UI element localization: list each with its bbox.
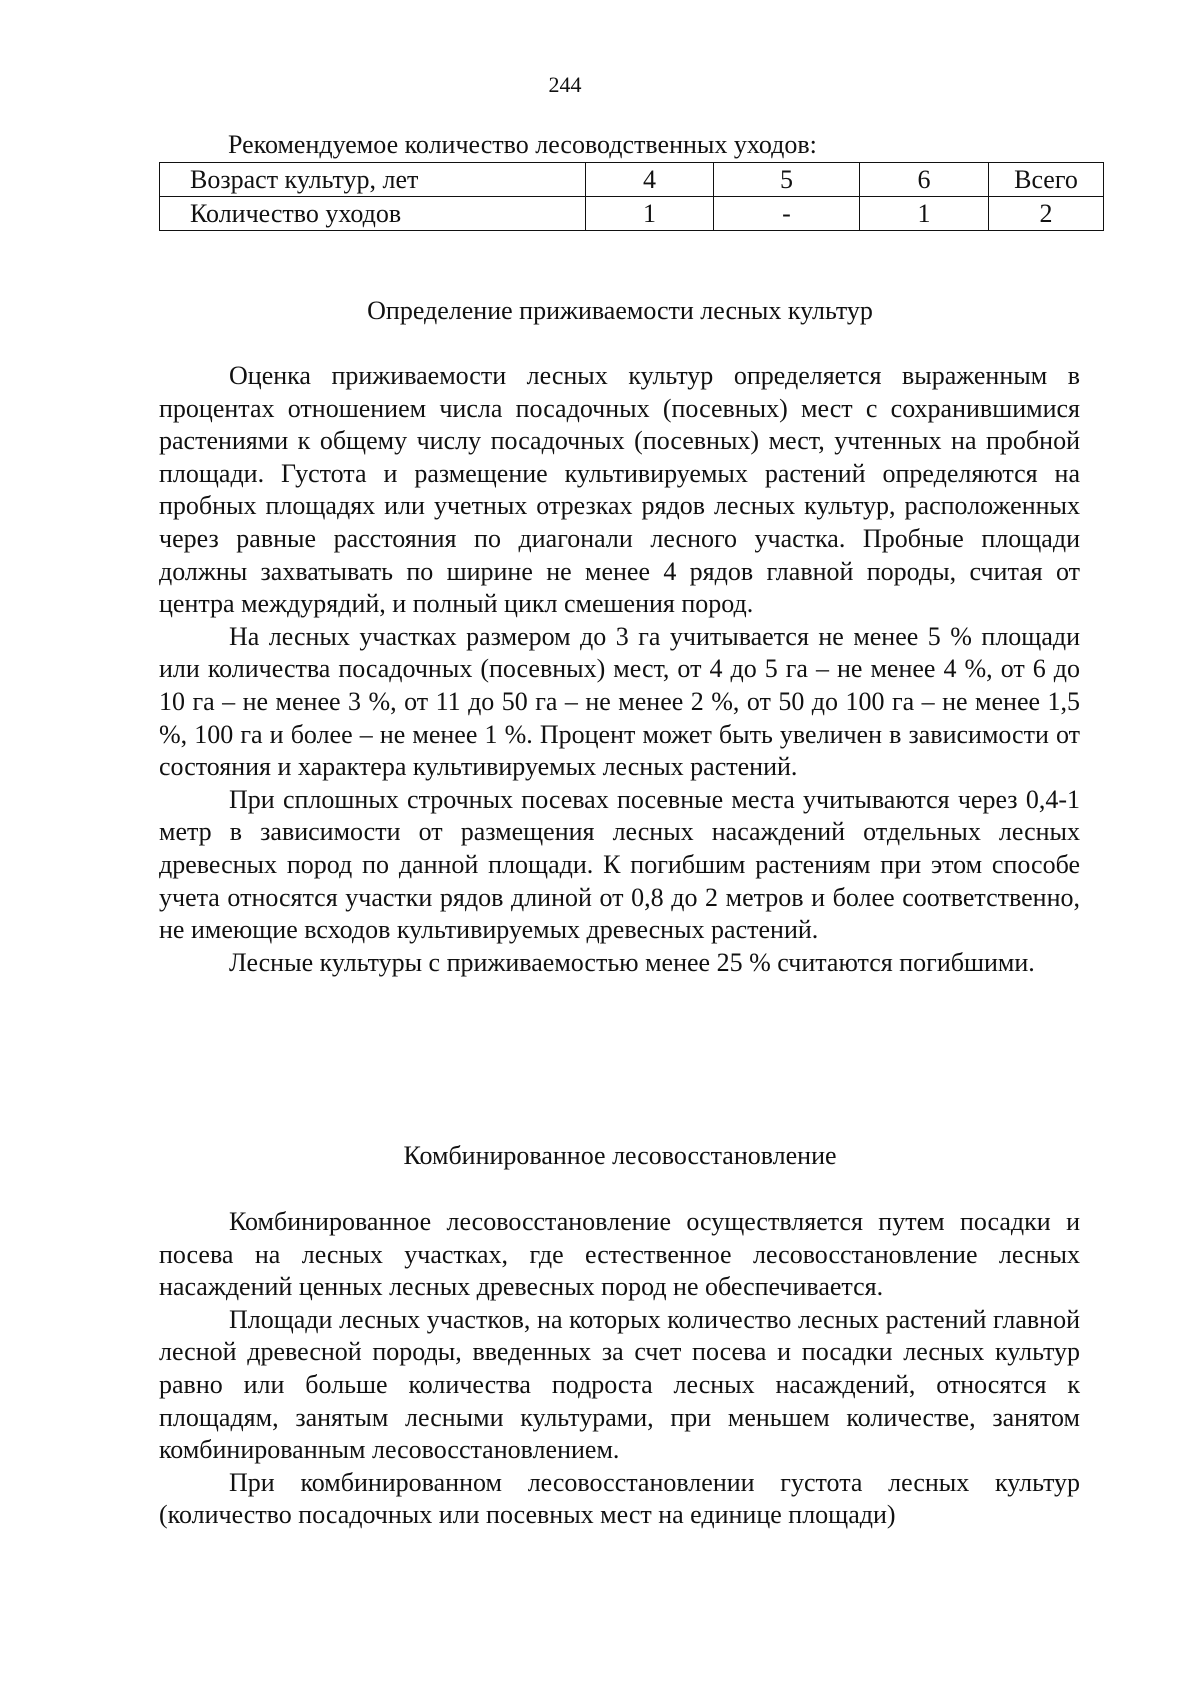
page-number: 244 <box>548 72 582 97</box>
table-cell: 1 <box>860 197 989 231</box>
table-cell: 1 <box>586 197 714 231</box>
paragraph: На лесных участках размером до 3 га учитывается не менее 5 % площади или количества посадочных (посевных) мест, от 4 до 5 га – не менее 4 %, от 6 до 10 га – не менее 3 %, от 11 до 50 га – не менее 2 %, от 50 до 100 га – не менее 1,5 %, 100 га и более – не менее 1 %. Процент может быть увеличен в зависимости от состояния и характера культивируемых лесных растений. <box>159 621 1080 782</box>
paragraph: При сплошных строчных посевах посевные места учитываются через 0,4-1 метр в зависимости от размещения лесных насаждений отдельных лесных древесных пород по данной площади. К погибшим растениям при этом способе учета относятся участки рядов длиной от 0,8 до 2 метров и более соответственно, не имеющие всходов культивируемых древесных растений. <box>159 784 1080 945</box>
table-row-label: Количество уходов <box>160 197 586 231</box>
table-cell: 6 <box>860 163 989 197</box>
table-row-label: Возраст культур, лет <box>160 163 586 197</box>
table-cell: - <box>714 197 860 231</box>
table-caption: Рекомендуемое количество лесоводственных уходов: <box>228 130 817 159</box>
paragraph: Лесные культуры с приживаемостью менее 25 % считаются погибшими. <box>229 947 1035 977</box>
paragraph: Комбинированное лесовосстановление осуществляется путем посадки и посева на лесных участках, где естественное лесовосстановление лесных насаждений ценных лесных древесных пород не обеспечивается. <box>159 1207 1080 1302</box>
paragraph: Площади лесных участков, на которых количество лесных растений главной лесной древесной породы, введенных за счет посева и посадки лесных культур равно или больше количества подроста лесных насаждений, относятся к площадям, занятым лесными культурами, при меньшем количестве, занятом комбинированным лесовосстановлением. <box>159 1304 1080 1465</box>
section-body-survival <box>159 360 1080 979</box>
table-row <box>160 197 1104 231</box>
table-cell: 5 <box>714 163 860 197</box>
table-row <box>160 163 1104 197</box>
section-heading-survival: Определение приживаемости лесных культур <box>367 296 873 325</box>
paragraph: Оценка приживаемости лесных культур определяется выраженным в процентах отношением числа посадочных (посевных) мест с сохранившимися растениями к общему числу посадочных (посевных) мест, учтенных на пробной площади. Густота и размещение культивируемых растений определяются на пробных площадях или учетных отрезках рядов лесных культур, расположенных через равные расстояния по диагонали лесного участка. Пробные площади должны захватывать по ширине не менее 4 рядов главной породы, считая от центра междурядий, и полный цикл смешения пород. <box>159 361 1080 619</box>
table-cell: Всего <box>989 163 1104 197</box>
section-body-combined <box>159 1206 1080 1532</box>
paragraph: При комбинированном лесовосстановлении густота лесных культур (количество посадочных или посевных мест на единице площади) <box>159 1467 1080 1530</box>
table-cell: 4 <box>586 163 714 197</box>
silvicultural-care-table <box>159 162 1104 231</box>
table-cell: 2 <box>989 197 1104 231</box>
section-heading-combined: Комбинированное лесовосстановление <box>403 1141 837 1170</box>
